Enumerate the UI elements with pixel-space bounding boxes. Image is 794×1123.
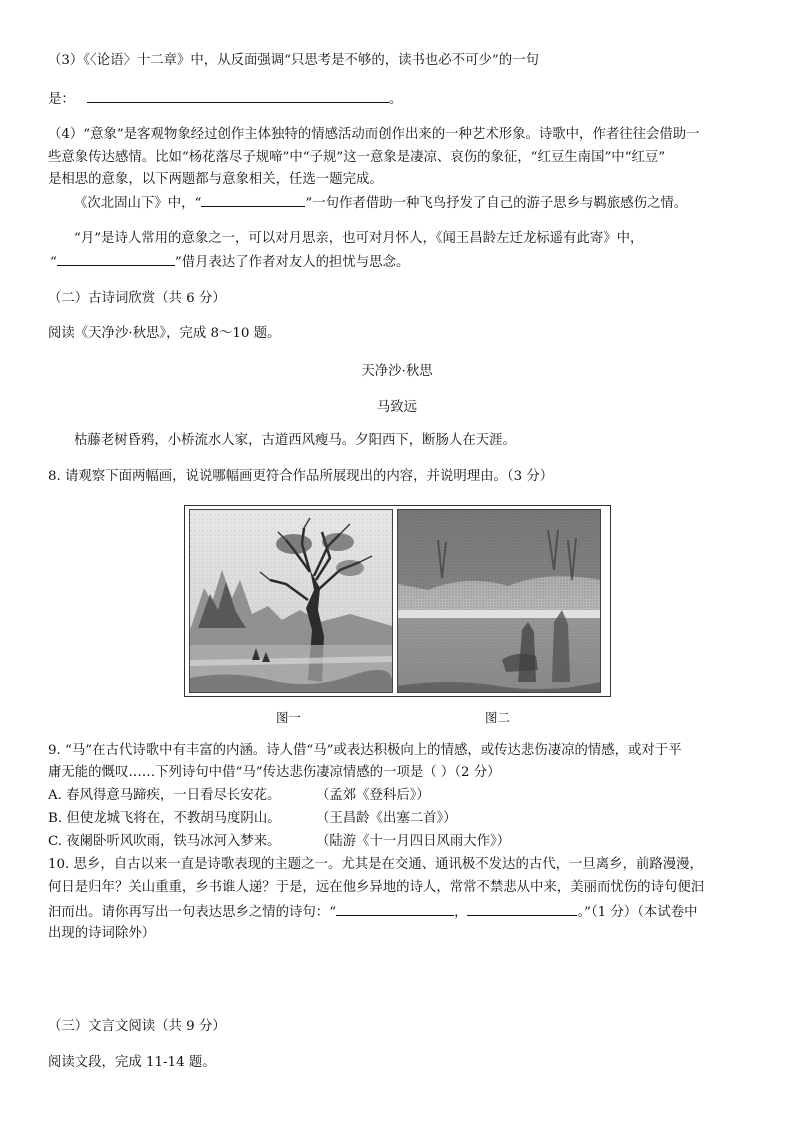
q10-blank-2[interactable]	[467, 902, 577, 916]
poem-author: 马致远	[376, 400, 418, 415]
q4-item1-blank[interactable]	[201, 193, 305, 207]
q4-line1: （4）“意象”是客观物象经过创作主体独特的情感活动而创作出来的一种艺术形象。诗歌中，作者往往会借助一	[48, 127, 700, 142]
q3-suffix: 。	[388, 92, 403, 107]
option-a-source: （孟郊《登科后》）	[316, 788, 430, 803]
q4-item2-suffix: ”借月表达了作者对友人的担忧与思念。	[174, 255, 410, 270]
section2-heading: （二）古诗词欣赏（共 6 分）	[48, 291, 226, 306]
q10-line4: 出现的诗词除外）	[48, 926, 156, 941]
section3-instruction: 阅读文段，完成 11-14 题。	[48, 1055, 216, 1070]
painting-1-image	[189, 509, 393, 693]
q4-item1-suffix: ”一句作者借助一种飞鸟抒发了自己的游子思乡与羁旅感伤之情。	[305, 196, 688, 211]
q4-line2: 些意象传达感情。比如“杨花落尽子规啼”中“子规”这一意象是凄凉、哀伤的象征，“红豆生南国”中“红豆”	[48, 150, 666, 165]
option-c-text: C. 夜阑卧听风吹雨，铁马冰河入梦来。	[48, 834, 281, 849]
option-a-text: A. 春风得意马蹄疾，一日看尽长安花。	[48, 788, 281, 803]
q10-suffix: 。”（1 分）（本试卷中	[577, 905, 698, 920]
q9-option-c[interactable]	[48, 833, 511, 851]
q8-text: 8. 请观察下面两幅画，说说哪幅画更符合作品所展现出的内容，并说明理由。（3 分）	[48, 469, 554, 484]
q9-line2: 庸无能的慨叹……下列诗句中借“马”传达悲伤凄凉情感的一项是（ ）（2 分）	[48, 765, 501, 780]
q3-line2	[48, 89, 402, 109]
q9-option-b[interactable]	[48, 810, 457, 828]
option-c-source: （陆游《十一月四日风雨大作》）	[316, 834, 511, 849]
q4-item2-line1: “月”是诗人常用的意象之一，可以对月思亲，也可对月怀人，《闻王昌龄左迁龙标遥有此寄》中，	[74, 231, 644, 246]
q4-item2-prefix: “	[50, 255, 57, 270]
poem-text: 枯藤老树昏鸦，小桥流水人家，古道西风瘦马。夕阳西下，断肠人在天涯。	[74, 433, 516, 448]
option-b-source: （王昌龄《出塞二首》）	[316, 811, 457, 826]
poem-title: 天净沙·秋思	[361, 364, 433, 379]
q9-line1: 9. “马”在古代诗歌中有丰富的内涵。诗人借“马”或表达积极向上的情感，或传达悲伤凄凉的情感，或对于平	[48, 743, 682, 758]
q4-item2-blank[interactable]	[57, 252, 175, 266]
q10-line3	[48, 902, 698, 922]
q9-option-a[interactable]	[48, 787, 430, 805]
painting-2-caption: 图二	[485, 710, 511, 725]
q10-prefix: 汩而出。请你再写出一句表达思乡之情的诗句：“	[48, 905, 337, 920]
q3-answer-blank[interactable]	[87, 89, 389, 103]
q10-line2: 何日是归年？关山重重，乡书谁人递？于是，远在他乡异地的诗人，常常不禁悲从中来，美丽而忧伤的诗句便汩	[48, 880, 705, 895]
q4-item1	[74, 193, 687, 213]
q10-blank-1[interactable]	[336, 902, 454, 916]
q10-comma: ，	[454, 905, 468, 920]
section3-heading: （三）文言文阅读（共 9 分）	[48, 1019, 226, 1034]
section2-instruction: 阅读《天净沙·秋思》，完成 8～10 题。	[48, 326, 281, 341]
option-b-text: B. 但使龙城飞将在，不教胡马度阴山。	[48, 811, 281, 826]
painting-2-image	[397, 509, 601, 693]
q10-line1: 10. 思乡，自古以来一直是诗歌表现的主题之一。尤其是在交通、通讯极不发达的古代，一旦离乡，前路漫漫，	[48, 857, 703, 872]
q3-prefix: 是：	[48, 92, 75, 107]
paintings-figure	[184, 505, 611, 697]
q4-line3: 是相思的意象，以下两题都与意象相关，任选一题完成。	[48, 172, 383, 187]
q3-line1: （3）《〈论语〉十二章》中，从反面强调“只思考是不够的，读书也必不可少”的一句	[48, 53, 539, 68]
q4-item2-line2	[50, 252, 409, 272]
q4-item1-prefix: 《次北固山下》中，“	[74, 196, 202, 211]
painting-1-caption: 图一	[276, 710, 302, 725]
